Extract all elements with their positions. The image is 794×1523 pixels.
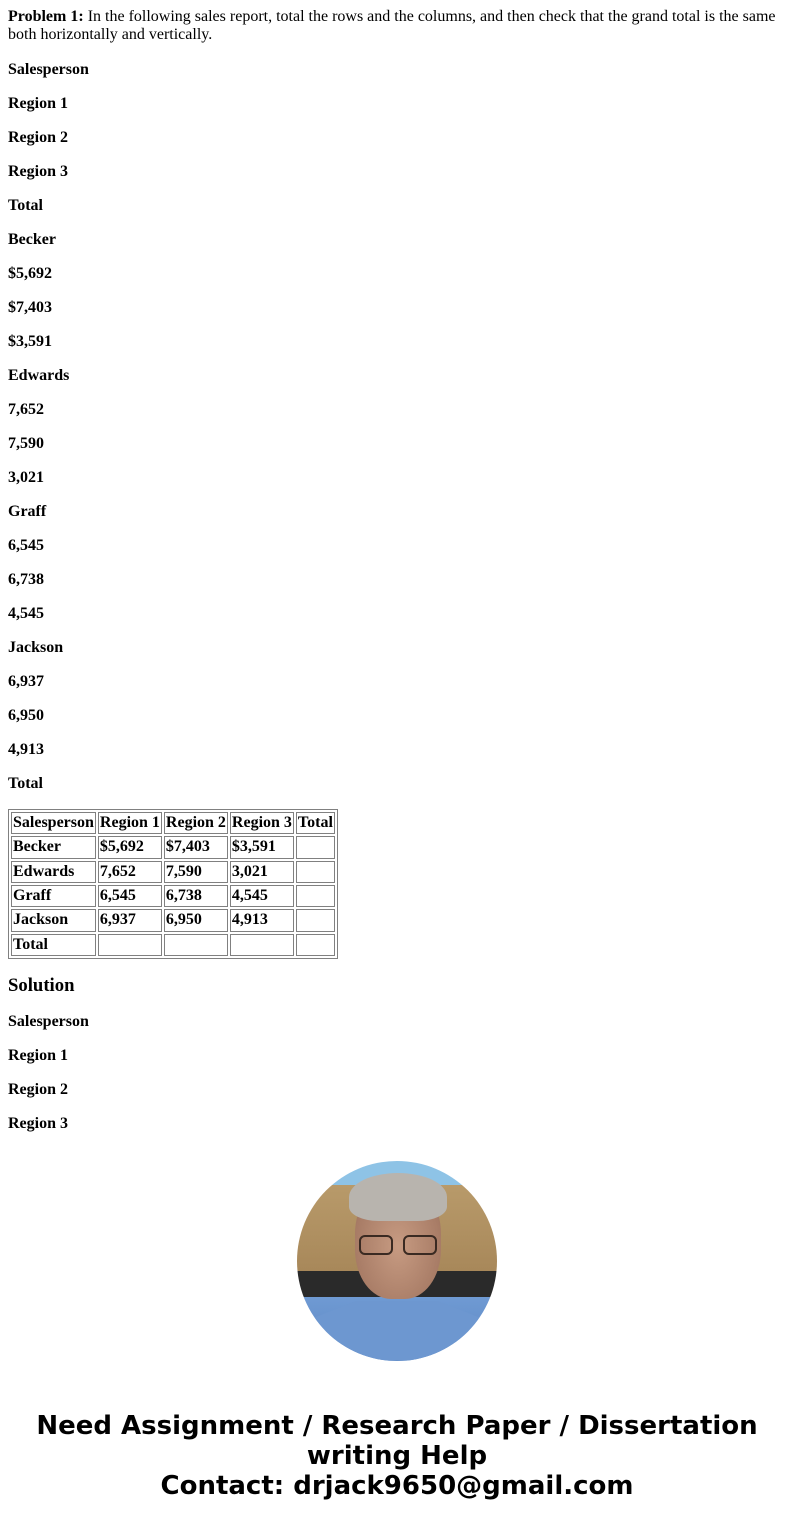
flat-cell: Region 2 bbox=[8, 128, 68, 146]
table-total-row bbox=[11, 934, 335, 956]
cell-region-2: $7,403 bbox=[164, 836, 228, 858]
flat-cell: Edwards bbox=[8, 366, 70, 384]
cell-region-1: 6,937 bbox=[98, 909, 162, 931]
flat-cell: Becker bbox=[8, 230, 56, 248]
solution-heading: Solution bbox=[8, 975, 75, 997]
cell-region-3: 3,021 bbox=[230, 861, 294, 883]
solution-list bbox=[8, 1013, 786, 1133]
header-cell: Region 3 bbox=[230, 812, 294, 834]
cell-total bbox=[296, 909, 335, 931]
flat-cell: 7,590 bbox=[8, 434, 44, 452]
cell-region-1: 7,652 bbox=[98, 861, 162, 883]
cell-region-2: 7,590 bbox=[164, 861, 228, 883]
glasses-icon bbox=[363, 1235, 433, 1253]
flat-cell: $7,403 bbox=[8, 298, 52, 316]
table-header-row bbox=[11, 812, 335, 834]
table-row bbox=[11, 885, 335, 907]
flat-cell: 6,950 bbox=[8, 706, 44, 724]
cell-region-1 bbox=[98, 934, 162, 956]
cell-total bbox=[296, 836, 335, 858]
flat-cell: 4,545 bbox=[8, 604, 44, 622]
avatar-container bbox=[0, 1161, 794, 1361]
flat-cell: Jackson bbox=[8, 638, 64, 656]
cell-region-3: 4,545 bbox=[230, 885, 294, 907]
cell-region-1: $5,692 bbox=[98, 836, 162, 858]
table-row bbox=[11, 861, 335, 883]
cell-region-3: $3,591 bbox=[230, 836, 294, 858]
promo-contact: Contact: drjack9650@gmail.com bbox=[160, 1470, 634, 1501]
flat-cell: Region 1 bbox=[8, 94, 68, 112]
cell-total bbox=[296, 861, 335, 883]
cell-region-3 bbox=[230, 934, 294, 956]
solution-item: Region 2 bbox=[8, 1080, 68, 1098]
table-row bbox=[11, 909, 335, 931]
cell-total bbox=[296, 934, 335, 956]
flat-cell: Total bbox=[8, 774, 43, 792]
avatar-shirt-shape bbox=[297, 1301, 497, 1361]
problem-label: Problem 1: bbox=[8, 8, 84, 25]
header-cell: Region 1 bbox=[98, 812, 162, 834]
cell-salesperson: Becker bbox=[11, 836, 96, 858]
flat-cell: 7,652 bbox=[8, 400, 44, 418]
promo-line-2: writing Help bbox=[306, 1440, 488, 1471]
header-cell: Total bbox=[296, 812, 335, 834]
problem-text: In the following sales report, total the rows and the columns, and then check that the grand total is the same both horizontally and vertically. bbox=[8, 8, 776, 44]
flat-cell: 6,738 bbox=[8, 570, 44, 588]
cell-salesperson: Total bbox=[11, 934, 96, 956]
table-row bbox=[11, 836, 335, 858]
flat-cell: Salesperson bbox=[8, 60, 89, 78]
cell-region-2: 6,738 bbox=[164, 885, 228, 907]
cell-region-2 bbox=[164, 934, 228, 956]
cell-region-1: 6,545 bbox=[98, 885, 162, 907]
avatar bbox=[297, 1161, 497, 1361]
avatar-hair-shape bbox=[349, 1173, 447, 1221]
problem-statement bbox=[8, 8, 786, 45]
flat-cell: 6,937 bbox=[8, 672, 44, 690]
promo-line-1: Need Assignment / Research Paper / Dissertation bbox=[36, 1410, 758, 1441]
flat-cell-list bbox=[8, 61, 786, 793]
cell-total bbox=[296, 885, 335, 907]
cell-salesperson: Graff bbox=[11, 885, 96, 907]
solution-item: Region 3 bbox=[8, 1114, 68, 1132]
solution-item: Region 1 bbox=[8, 1046, 68, 1064]
sales-report-table bbox=[8, 809, 338, 959]
flat-cell: 6,545 bbox=[8, 536, 44, 554]
flat-cell: Graff bbox=[8, 502, 47, 520]
flat-cell: Region 3 bbox=[8, 162, 68, 180]
cell-salesperson: Edwards bbox=[11, 861, 96, 883]
flat-cell: Total bbox=[8, 196, 43, 214]
flat-cell: $3,591 bbox=[8, 332, 52, 350]
cell-region-3: 4,913 bbox=[230, 909, 294, 931]
flat-cell: $5,692 bbox=[8, 264, 52, 282]
flat-cell: 4,913 bbox=[8, 740, 44, 758]
solution-item: Salesperson bbox=[8, 1012, 89, 1030]
cell-region-2: 6,950 bbox=[164, 909, 228, 931]
promo-banner bbox=[0, 1411, 794, 1501]
header-cell: Salesperson bbox=[11, 812, 96, 834]
flat-cell: 3,021 bbox=[8, 468, 44, 486]
header-cell: Region 2 bbox=[164, 812, 228, 834]
cell-salesperson: Jackson bbox=[11, 909, 96, 931]
